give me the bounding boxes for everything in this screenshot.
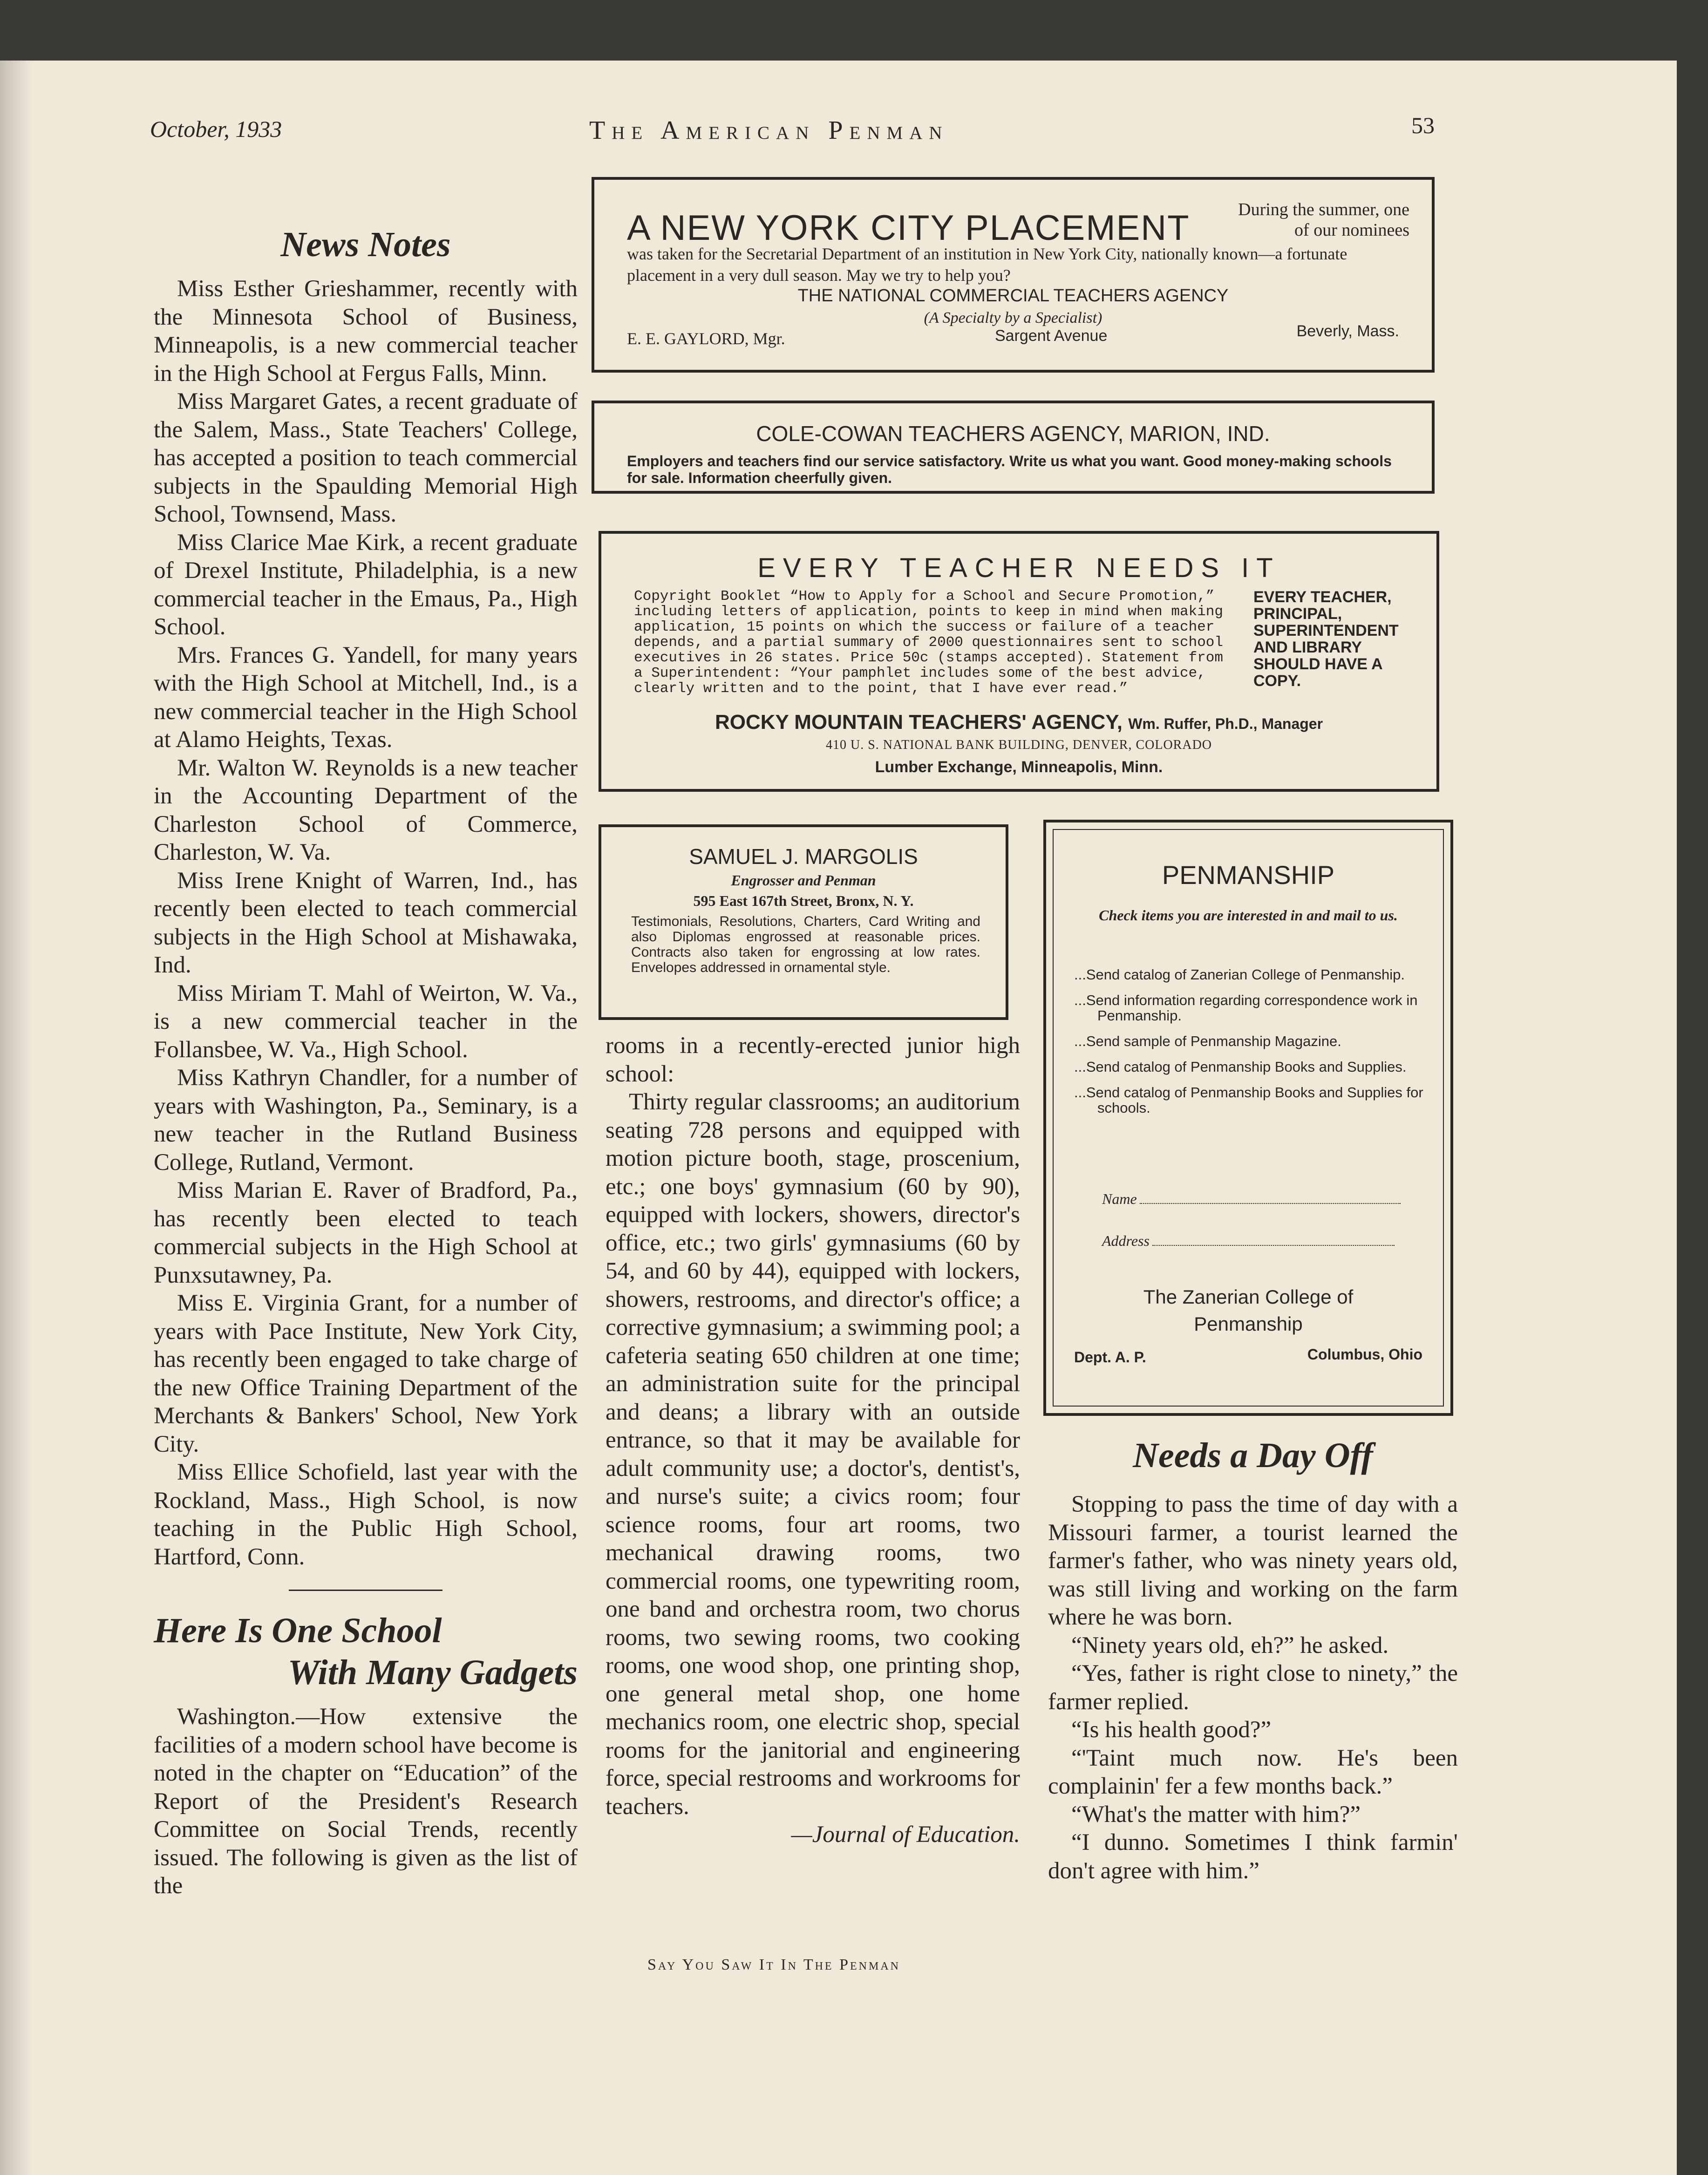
checklist-item[interactable]: ...Send catalog of Penmanship Books and Supplies.	[1074, 1059, 1407, 1075]
header-title: The American Penman	[589, 116, 949, 145]
news-notes-title: News Notes	[280, 225, 451, 264]
section-divider	[289, 1590, 442, 1591]
ad-headline: EVERY TEACHER NEEDS IT	[757, 553, 1280, 583]
checklist-item[interactable]: ...Send catalog of Zanerian College of Penmanship.	[1074, 966, 1405, 983]
ad-address: 410 U. S. NATIONAL BANK BUILDING, DENVER, COLORADO	[825, 738, 1212, 752]
ad-body: Copyright Booklet “How to Apply for a School and Secure Promotion,” including letters of application, points to keep in mind when making application, 15 points on which the success or failure of a teacher depends, and a partial summary of 2000 questionnaires sent to school executives in 26 states. Price 50c (stamps accepted). Statement from a Superintendent: “Your pamphlet includes some of the best advice, clearly written and to the point, that I have ever read.”	[634, 588, 1224, 697]
school-article-list: Thirty regular classrooms; an auditorium seating 728 persons and equipped with motion picture booth, stage, proscenium, etc.; one boys' gymnasium (60 by 90), equipped with lockers, showers, director's office, etc.; two girls' gymnasiums (60 by 54, and 60 by 44), equipped with lockers, showers, restrooms, and director's office; a corrective gymnasium; a swimming pool; a cafeteria seating 650 children at one time; an administration suite for the principal and deans; a library with an outside entrance, so that it may be available for adult community use; a doctor's, dentist's, and nurse's suite; a civics room; four science rooms, four art rooms, two mechanical drawing rooms, two commercial rooms, one typewriting room, one band and orchestra room, two chorus rooms, two sewing rooms, two cooking rooms, one wood shop, one printing shop, one general metal shop, one home mechanics room, one electric shop, special rooms for the janitorial and engineering force, special restrooms and workrooms for teachers.	[606, 1089, 1020, 1820]
ad-body: Testimonials, Resolutions, Charters, Card Writing and also Diplomas engrossed at reasonable prices. Contracts also taken for engrossing at low rates. Envelopes addressed in ornamental style.	[631, 914, 980, 975]
school-article-source: —Journal of Education.	[791, 1822, 1020, 1848]
ad-agency-line	[601, 711, 1436, 734]
ad-every-teacher	[599, 531, 1439, 792]
news-paragraph: Miss Ellice Schofield, last year with the Rockland, Mass., High School, is now teaching in the Public High School, Hartford, Conn.	[154, 1459, 578, 1570]
ad-dept: Dept. A. P.	[1074, 1349, 1146, 1366]
news-paragraph: Miss Esther Grieshammer, recently with the Minnesota School of Business, Minneapolis, is a new commercial teacher in the High School at Fergus Falls, Minn.	[154, 276, 578, 387]
checklist-item[interactable]: ...Send information regarding correspondence work in Penmanship.	[1074, 992, 1418, 1024]
news-paragraph: Miss Margaret Gates, a recent graduate of the Salem, Mass., State Teachers' College, has accepted a position to teach commercial subjects in the Spaulding Memorial High School, Townsend, Mass.	[154, 388, 578, 527]
ad-body: Employers and teachers find our service satisfactory. Write us what you want. Good money-making schools for sale. Information cheerfully given.	[627, 453, 1392, 486]
page-number: 53	[1411, 112, 1435, 138]
ad-margolis	[599, 824, 1008, 1020]
school-article-continued: rooms in a recently-erected junior high school:	[606, 1033, 1020, 1087]
ad-headline: COLE-COWAN TEACHERS AGENCY, MARION, IND.	[756, 421, 1270, 446]
ad-headline: A NEW YORK CITY PLACEMENT	[627, 208, 1190, 248]
school-article-title-1: Here Is One School	[154, 1611, 442, 1650]
day-off-title: Needs a Day Off	[1133, 1436, 1373, 1475]
news-paragraph: Miss E. Virginia Grant, for a number of years with Pace Institute, New York City, has recently been engaged to take charge of the new Office Training Department of the Merchants & Bankers' School, New York City.	[154, 1290, 578, 1457]
ad-manager: E. E. GAYLORD, Mgr.	[627, 329, 785, 348]
middle-column	[606, 1032, 1020, 1849]
ad-penmanship	[1043, 820, 1453, 1416]
day-off-paragraph: “'Taint much now. He's been complainin' fer a few months back.”	[1048, 1745, 1458, 1799]
name-field[interactable]	[1102, 1190, 1423, 1208]
ad-title: PENMANSHIP	[1162, 860, 1335, 890]
day-off-paragraph: Stopping to pass the time of day with a Missouri farmer, a tourist learned the farmer's father, who was ninety years old, was still living and working on the farm where he was born.	[1048, 1491, 1458, 1630]
news-paragraph: Miss Miriam T. Mahl of Weirton, W. Va., is a new commercial teacher in the Follansbee, W. Va., High School.	[154, 980, 578, 1063]
checklist-item[interactable]: ...Send catalog of Penmanship Books and Supplies for schools.	[1074, 1084, 1423, 1116]
ad-manager: Wm. Ruffer, Ph.D., Manager	[1128, 715, 1323, 732]
day-off-paragraph: “Is his health good?”	[1071, 1717, 1272, 1743]
news-paragraph: Miss Marian E. Raver of Bradford, Pa., has recently been elected to teach commercial subjects in the High School at Punxsutawney, Pa.	[154, 1177, 578, 1288]
news-paragraph: Miss Clarice Mae Kirk, a recent graduate of Drexel Institute, Philadelphia, is a new commercial teacher in the Emaus, Pa., High School.	[154, 529, 578, 640]
college-name	[1046, 1284, 1450, 1338]
ad-body: was taken for the Secretarial Department of an institution in New York City, nationally known—a fortunate placement in a very dull season. May we try to help you?	[627, 245, 1347, 285]
ad-instructions: Check items you are interested in and mail to us.	[1099, 907, 1398, 924]
news-paragraph: Mrs. Frances G. Yandell, for many years with the High School at Mitchell, Ind., is a new commercial teacher in the High School at Alamo Heights, Texas.	[154, 642, 578, 753]
day-off-paragraph: “Yes, father is right close to ninety,” the farmer replied.	[1048, 1660, 1458, 1715]
page-gutter-shadow	[0, 61, 33, 2175]
address-label: Address	[1102, 1232, 1150, 1249]
ad-aside: EVERY TEACHER, PRINCIPAL, SUPERINTENDENT AND LIBRARY SHOULD HAVE A COPY.	[1253, 588, 1399, 690]
ad-agency: THE NATIONAL COMMERCIAL TEACHERS AGENCY	[797, 286, 1229, 306]
day-off-paragraph: “I dunno. Sometimes I think farmin' don't agree with him.”	[1048, 1829, 1458, 1884]
news-paragraph: Mr. Walton W. Reynolds is a new teacher in the Accounting Department of the Charleston School of Commerce, Charleston, W. Va.	[154, 754, 578, 865]
right-column	[1048, 1434, 1458, 1885]
name-line[interactable]	[1140, 1203, 1401, 1204]
ad-subtitle: (A Specialty by a Specialist)	[924, 309, 1102, 326]
name-label: Name	[1102, 1190, 1137, 1207]
ad-address-2: Lumber Exchange, Minneapolis, Minn.	[875, 758, 1163, 776]
ad-street: Sargent Avenue	[995, 327, 1108, 345]
page-footer: Say You Saw It In The Penman	[647, 1956, 900, 1973]
day-off-paragraph: “What's the matter with him?”	[1071, 1801, 1361, 1828]
address-field[interactable]	[1102, 1232, 1423, 1250]
college-line-2: Penmanship	[1194, 1313, 1303, 1335]
school-article-title-2: With Many Gadgets	[287, 1653, 578, 1692]
news-paragraph: Miss Kathryn Chandler, for a number of years with Washington, Pa., Seminary, is a new teacher in the Rutland Business College, Rutland, Vermont.	[154, 1065, 578, 1176]
ad-name: SAMUEL J. MARGOLIS	[689, 844, 918, 869]
day-off-paragraph: “Ninety years old, eh?” he asked.	[1071, 1632, 1389, 1658]
college-line-1: The Zanerian College of	[1143, 1286, 1354, 1308]
ad-title: Engrosser and Penman	[731, 872, 876, 889]
ad-city: Beverly, Mass.	[1296, 322, 1399, 340]
header-date: October, 1933	[150, 116, 282, 142]
news-paragraph: Miss Irene Knight of Warren, Ind., has recently been elected to teach commercial subjects in the High School at Mishawaka, Ind.	[154, 867, 578, 978]
ad-address: 595 East 167th Street, Bronx, N. Y.	[693, 892, 914, 909]
ad-cole-cowan	[592, 401, 1435, 494]
left-column	[154, 224, 578, 1900]
ad-nyc-placement	[592, 177, 1435, 373]
ad-agency: ROCKY MOUNTAIN TEACHERS' AGENCY,	[715, 711, 1123, 734]
ad-city: Columbus, Ohio	[1307, 1346, 1422, 1363]
checklist	[1074, 967, 1428, 1126]
address-line[interactable]	[1152, 1245, 1395, 1246]
checklist-item[interactable]: ...Send sample of Penmanship Magazine.	[1074, 1033, 1341, 1049]
school-article-intro: Washington.—How extensive the facilities of a modern school have become is noted in the chapter on “Education” of the Report of the President's Research Committee on Social Trends, recently issued. The following is given as the list of the	[154, 1704, 578, 1899]
ad-aside: During the summer, one of our nominees	[1238, 200, 1409, 240]
